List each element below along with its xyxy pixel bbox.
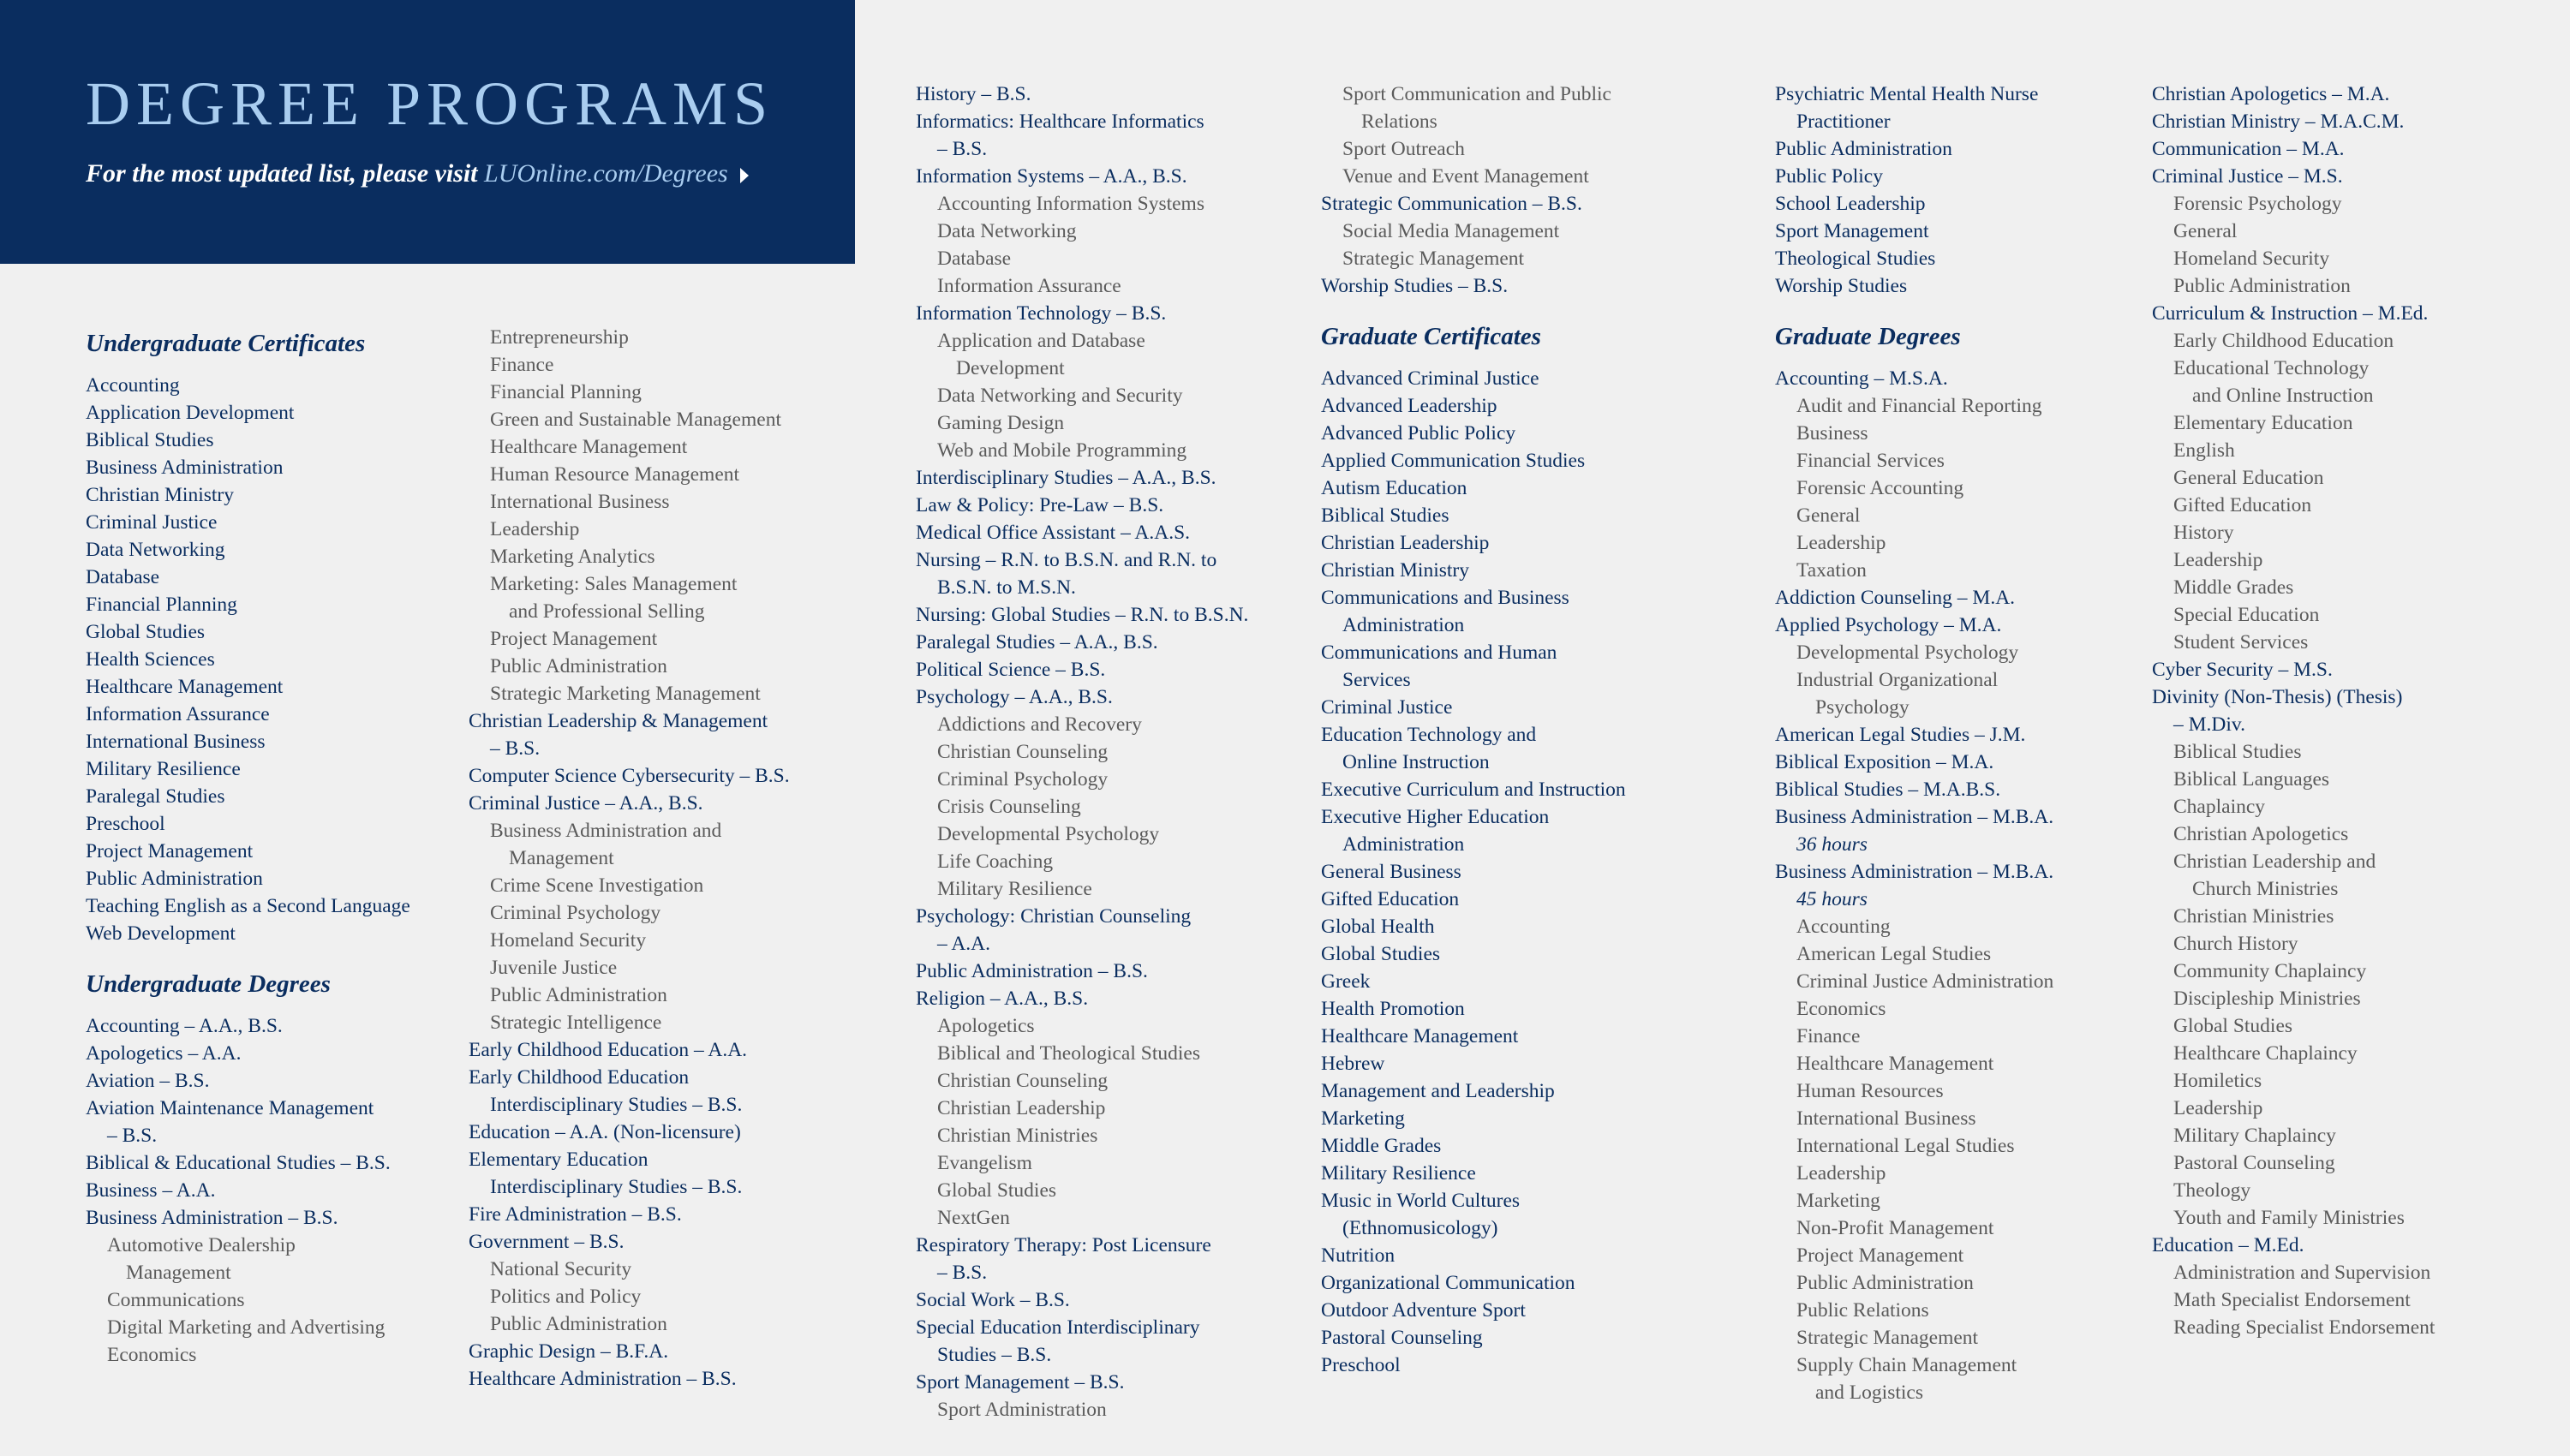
concentration-item: Healthcare Chaplaincy [2173,1042,2358,1065]
column-1 [86,325,463,1369]
program-item: Theological Studies [1775,248,1936,270]
concentration-item: Public Administration [490,984,667,1006]
program-item: Education Technology and [1321,724,1537,746]
subtitle-text: For the most updated list, please visit [86,159,485,188]
concentration-item: Leadership [2173,549,2263,571]
program-item: Graphic Design – B.F.A. [469,1340,669,1363]
program-item: Outdoor Adventure Sport [1321,1299,1526,1322]
concentration-item: Information Assurance [937,275,1121,297]
program-item: Public Administration [1775,138,1952,160]
concentration-item: National Security [490,1258,632,1280]
program-item: Communications and Business [1321,587,1569,609]
header-banner [0,0,855,264]
program-item: Psychology – A.A., B.S. [916,686,1113,708]
concentration-item: Crisis Counseling [937,796,1081,818]
concentration-item: American Legal Studies [1796,943,1992,965]
concentration-item: Military Resilience [937,878,1092,900]
program-item: Autism Education [1321,477,1467,499]
concentration-item: Marketing: Sales Management [490,573,738,595]
program-item-continuation: Services [1342,669,1411,691]
concentration-item: Strategic Management [1796,1327,1979,1349]
concentration-item-continuation: Management [126,1262,231,1284]
concentration-item: Strategic Management [1342,248,1525,270]
concentration-item: Student Services [2173,631,2309,653]
program-item: Military Resilience [1321,1162,1476,1184]
concentration-item: Economics [107,1344,197,1366]
concentration-item: Human Resource Management [490,463,740,486]
program-note: 36 hours [1796,833,1868,856]
concentration-item: Strategic Marketing Management [490,683,761,705]
concentration-item-continuation: and Online Instruction [2192,385,2374,407]
program-item: Fire Administration – B.S. [469,1203,682,1226]
concentration-item: Elementary Education [2173,412,2353,434]
program-item: Addiction Counseling – M.A. [1775,587,2016,609]
concentration-item: Gaming Design [937,412,1065,434]
concentration-item: Politics and Policy [490,1286,642,1308]
concentration-item: Life Coaching [937,850,1054,873]
program-item: Early Childhood Education – A.A. [469,1039,748,1061]
concentration-item-continuation: and Professional Selling [509,600,705,623]
program-item: Christian Apologetics – M.A. [2152,83,2390,105]
column-3 [916,81,1293,1423]
program-item: Accounting [86,374,180,397]
concentration-item: History [2173,522,2234,544]
concentration-item: Educational Technology [2173,357,2370,379]
program-item: Worship Studies – B.S. [1321,275,1509,297]
program-item: General Business [1321,861,1461,883]
concentration-item: Pastoral Counseling [2173,1152,2335,1174]
program-item: Christian Leadership [1321,532,1490,554]
program-item-continuation: Administration [1342,833,1465,856]
program-item: Executive Higher Education [1321,806,1550,828]
concentration-item: Leadership [1796,1162,1886,1184]
program-item: Special Education Interdisciplinary [916,1316,1200,1339]
concentration-item: Criminal Justice Administration [1796,970,2054,993]
program-item: Hebrew [1321,1053,1385,1075]
concentration-item: Finance [490,354,554,376]
program-item: Elementary Education [469,1149,648,1171]
program-item: Biblical Studies [86,429,214,451]
concentration-item: Criminal Psychology [490,902,661,924]
concentration-item: Data Networking [937,220,1077,242]
program-item: Communications and Human [1321,641,1557,664]
program-item: Global Studies [86,621,206,643]
program-item: Middle Grades [1321,1135,1442,1157]
program-item: Information Technology – B.S. [916,302,1167,325]
program-item: Global Health [1321,916,1435,938]
program-item: Cyber Security – M.S. [2152,659,2333,681]
program-item: Advanced Public Policy [1321,422,1516,445]
concentration-item: Crime Scene Investigation [490,874,704,897]
program-item: Biblical Studies – M.A.B.S. [1775,779,2001,801]
concentration-item: Finance [1796,1025,1861,1047]
concentration-item: Homeland Security [490,929,647,952]
concentration-item: Biblical Studies [2173,741,2302,763]
concentration-item: Chaplaincy [2173,796,2266,818]
program-item: Preschool [86,813,165,835]
program-item-continuation: Interdisciplinary Studies – B.S. [490,1094,743,1116]
program-item: Computer Science Cybersecurity – B.S. [469,765,790,787]
program-item: Paralegal Studies [86,785,225,808]
concentration-item: General [1796,504,1861,527]
concentration-item: Christian Counseling [937,1070,1109,1092]
concentration-item: Leadership [490,518,580,540]
program-item: Paralegal Studies – A.A., B.S. [916,631,1158,653]
page-title: DEGREE PROGRAMS [86,69,774,138]
program-item: Preschool [1321,1354,1401,1376]
concentration-item: Project Management [490,628,658,650]
concentration-item: Web and Mobile Programming [937,439,1187,462]
concentration-item: General Education [2173,467,2324,489]
concentration-item: Special Education [2173,604,2320,626]
concentration-item: Financial Services [1796,450,1945,472]
concentration-item: Public Administration [2173,275,2351,297]
program-item-continuation: – B.S. [937,138,988,160]
concentration-item: Discipleship Ministries [2173,988,2361,1010]
concentration-item: Church History [2173,933,2298,955]
concentration-item: English [2173,439,2235,462]
concentration-item: Venue and Event Management [1342,165,1589,188]
concentration-item: Entrepreneurship [490,326,629,349]
concentration-item: Christian Leadership and [2173,850,2376,873]
program-item-continuation: Practitioner [1796,110,1891,133]
program-item: Public Administration – B.S. [916,960,1148,982]
concentration-item: Sport Administration [937,1399,1107,1421]
program-item: Early Childhood Education [469,1066,690,1089]
program-item: Strategic Communication – B.S. [1321,193,1582,215]
concentration-item: Homeland Security [2173,248,2330,270]
concentration-item: Sport Outreach [1342,138,1465,160]
concentration-item: Administration and Supervision [2173,1262,2431,1284]
concentration-item: Leadership [1796,532,1886,554]
concentration-item: Military Chaplaincy [2173,1125,2336,1147]
program-item: Marketing [1321,1107,1405,1130]
concentration-item: Audit and Financial Reporting [1796,395,2042,417]
program-item: Healthcare Management [86,676,284,698]
program-item: Executive Curriculum and Instruction [1321,779,1626,801]
program-item: Education – A.A. (Non-licensure) [469,1121,741,1143]
concentration-item: Non-Profit Management [1796,1217,1994,1239]
concentration-item: Data Networking and Security [937,385,1183,407]
program-item: Applied Psychology – M.A. [1775,614,2002,636]
program-item: Biblical Studies [1321,504,1449,527]
program-item: Nutrition [1321,1244,1396,1267]
concentration-item: Developmental Psychology [1796,641,2019,664]
program-item: Criminal Justice [86,511,218,534]
concentration-item: Early Childhood Education [2173,330,2394,352]
concentration-item: Digital Marketing and Advertising [107,1316,386,1339]
program-item-continuation: – B.S. [107,1125,158,1147]
program-item: Aviation – B.S. [86,1070,210,1092]
program-item-continuation: – B.S. [937,1262,988,1284]
degrees-link[interactable]: LUOnline.com/Degrees [484,159,728,188]
program-item: Information Assurance [86,703,270,725]
program-item: Informatics: Healthcare Informatics [916,110,1204,133]
program-item-continuation: – M.Div. [2173,713,2245,736]
program-item: Business Administration – B.S. [86,1207,338,1229]
concentration-item: Healthcare Management [490,436,688,458]
program-item: Biblical Exposition – M.A. [1775,751,1994,773]
concentration-item: Human Resources [1796,1080,1944,1102]
concentration-item: Christian Apologetics [2173,823,2349,845]
program-item-continuation: B.S.N. to M.S.N. [937,576,1076,599]
program-item: Business Administration – M.B.A. [1775,806,2054,828]
program-item: Religion – A.A., B.S. [916,988,1089,1010]
concentration-item: Christian Ministries [2173,905,2334,928]
concentration-item-continuation: Psychology [1815,696,1910,719]
section-heading: Undergraduate Degrees [86,970,331,998]
concentration-item-continuation: Relations [1361,110,1437,133]
program-item: Divinity (Non-Thesis) (Thesis) [2152,686,2403,708]
concentration-item: Global Studies [2173,1015,2293,1037]
program-item: Greek [1321,970,1371,993]
program-item: Education – M.Ed. [2152,1234,2304,1256]
concentration-item: Middle Grades [2173,576,2294,599]
program-item: Information Systems – A.A., B.S. [916,165,1187,188]
concentration-item: Strategic Intelligence [490,1011,662,1034]
program-item: Social Work – B.S. [916,1289,1070,1311]
concentration-item: Forensic Psychology [2173,193,2342,215]
concentration-item: Marketing Analytics [490,546,655,568]
program-item: Web Development [86,922,236,945]
concentration-item: Developmental Psychology [937,823,1160,845]
program-item: School Leadership [1775,193,1926,215]
program-item: Global Studies [1321,943,1441,965]
program-item: Sport Management [1775,220,1929,242]
program-item-continuation: – B.S. [490,737,541,760]
program-item: Respiratory Therapy: Post Licensure [916,1234,1211,1256]
concentration-item: Leadership [2173,1097,2263,1119]
program-item: Criminal Justice – M.S. [2152,165,2343,188]
concentration-item: Forensic Accounting [1796,477,1964,499]
concentration-item: Public Administration [1796,1272,1974,1294]
program-note: 45 hours [1796,888,1868,910]
program-item: Data Networking [86,539,225,561]
program-item: Organizational Communication [1321,1272,1575,1294]
concentration-item: Marketing [1796,1190,1880,1212]
column-5 [1775,81,2152,1406]
concentration-item: General [2173,220,2238,242]
program-item: Christian Leadership & Management [469,710,768,732]
concentration-item: Automotive Dealership [107,1234,296,1256]
concentration-item: Accounting [1796,916,1891,938]
program-item: Health Sciences [86,648,215,671]
concentration-item: Community Chaplaincy [2173,960,2367,982]
concentration-item: Apologetics [937,1015,1035,1037]
concentration-item: Sport Communication and Public [1342,83,1611,105]
concentration-item: Taxation [1796,559,1867,582]
program-item: Political Science – B.S. [916,659,1106,681]
concentration-item: Accounting Information Systems [937,193,1204,215]
program-item: Law & Policy: Pre-Law – B.S. [916,494,1164,516]
concentration-item: Juvenile Justice [490,957,618,979]
concentration-item: Reading Specialist Endorsement [2173,1316,2436,1339]
concentration-item: International Legal Studies [1796,1135,2015,1157]
concentration-item: Supply Chain Management [1796,1354,2017,1376]
program-item: Financial Planning [86,594,237,616]
program-item: Christian Ministry [1321,559,1469,582]
concentration-item: Application and Database [937,330,1145,352]
program-item: Management and Leadership [1321,1080,1555,1102]
concentration-item: Database [937,248,1012,270]
concentration-item: Global Studies [937,1179,1057,1202]
program-item: Christian Ministry [86,484,234,506]
play-arrow-icon[interactable] [740,168,749,183]
program-item: Project Management [86,840,254,862]
column-4 [1321,81,1698,1379]
concentration-item: Homiletics [2173,1070,2262,1092]
program-item: Teaching English as a Second Language [86,895,410,917]
concentration-item: Criminal Psychology [937,768,1109,791]
concentration-item-continuation: Management [509,847,614,869]
program-item: Christian Ministry – M.A.C.M. [2152,110,2405,133]
concentration-item-continuation: Church Ministries [2192,878,2339,900]
concentration-item: Business Administration and [490,820,722,842]
program-item: Business – A.A. [86,1179,216,1202]
concentration-item: Healthcare Management [1796,1053,1994,1075]
program-item: History – B.S. [916,83,1031,105]
concentration-item: International Business [1796,1107,1976,1130]
concentration-item: Green and Sustainable Management [490,409,781,431]
concentration-item: Communications [107,1289,245,1311]
program-item: American Legal Studies – J.M. [1775,724,2026,746]
concentration-item: Industrial Organizational [1796,669,1999,691]
program-item: Accounting – M.S.A. [1775,367,1948,390]
concentration-item: Evangelism [937,1152,1032,1174]
section-heading: Undergraduate Certificates [86,330,366,357]
header-subtitle [86,159,749,188]
concentration-item: Math Specialist Endorsement [2173,1289,2411,1311]
column-6 [2152,81,2529,1341]
concentration-item: Christian Counseling [937,741,1109,763]
concentration-item: NextGen [937,1207,1010,1229]
concentration-item: Gifted Education [2173,494,2312,516]
program-item: Apologetics – A.A. [86,1042,242,1065]
concentration-item: Addictions and Recovery [937,713,1142,736]
program-item: Healthcare Management [1321,1025,1519,1047]
program-item: Advanced Criminal Justice [1321,367,1539,390]
program-item: Criminal Justice – A.A., B.S. [469,792,703,815]
program-item-continuation: (Ethnomusicology) [1342,1217,1498,1239]
concentration-item: Youth and Family Ministries [2173,1207,2405,1229]
concentration-item-continuation: Development [956,357,1065,379]
program-item: Business Administration [86,456,284,479]
program-item-continuation: – A.A. [937,933,991,955]
program-item: Advanced Leadership [1321,395,1497,417]
concentration-item: Public Relations [1796,1299,1929,1322]
program-item: Pastoral Counseling [1321,1327,1483,1349]
program-item: Biblical & Educational Studies – B.S. [86,1152,391,1174]
program-item: Gifted Education [1321,888,1460,910]
program-item: Medical Office Assistant – A.A.S. [916,522,1191,544]
program-item: Curriculum & Instruction – M.Ed. [2152,302,2429,325]
concentration-item: Biblical and Theological Studies [937,1042,1200,1065]
concentration-item: Christian Leadership [937,1097,1106,1119]
program-item: Communication – M.A. [2152,138,2345,160]
program-item: Psychiatric Mental Health Nurse [1775,83,2039,105]
program-item: Health Promotion [1321,998,1465,1020]
program-item-continuation: Interdisciplinary Studies – B.S. [490,1176,743,1198]
program-item: Public Administration [86,868,263,890]
section-heading: Graduate Certificates [1321,323,1541,350]
concentration-item: Public Administration [490,655,667,677]
concentration-item: Business [1796,422,1868,445]
concentration-item: Christian Ministries [937,1125,1098,1147]
program-item: Psychology: Christian Counseling [916,905,1192,928]
program-item: Public Policy [1775,165,1883,188]
program-item: Government – B.S. [469,1231,625,1253]
section-heading: Graduate Degrees [1775,323,1961,350]
program-item: Application Development [86,402,295,424]
program-item-continuation: Administration [1342,614,1465,636]
program-item: Nursing – R.N. to B.S.N. and R.N. to [916,549,1217,571]
concentration-item: Social Media Management [1342,220,1560,242]
program-item: Aviation Maintenance Management [86,1097,374,1119]
concentration-item: Biblical Languages [2173,768,2330,791]
program-item-continuation: Studies – B.S. [937,1344,1052,1366]
program-item: Healthcare Administration – B.S. [469,1368,737,1390]
concentration-item: International Business [490,491,670,513]
concentration-item: Financial Planning [490,381,642,403]
program-item: Worship Studies [1775,275,1908,297]
concentration-item: Theology [2173,1179,2251,1202]
program-item: Interdisciplinary Studies – A.A., B.S. [916,467,1216,489]
concentration-item: Economics [1796,998,1886,1020]
program-item-continuation: Online Instruction [1342,751,1490,773]
column-2 [469,324,846,1393]
concentration-item-continuation: and Logistics [1815,1381,1923,1404]
program-item: Accounting – A.A., B.S. [86,1015,283,1037]
program-item: Sport Management – B.S. [916,1371,1125,1393]
program-item: Business Administration – M.B.A. [1775,861,2054,883]
program-item: Criminal Justice [1321,696,1453,719]
program-item: Military Resilience [86,758,241,780]
program-item: Applied Communication Studies [1321,450,1586,472]
program-item: International Business [86,731,266,753]
program-item: Database [86,566,160,588]
concentration-item: Project Management [1796,1244,1964,1267]
program-item: Nursing: Global Studies – R.N. to B.S.N. [916,604,1249,626]
concentration-item: Public Administration [490,1313,667,1335]
program-item: Music in World Cultures [1321,1190,1521,1212]
